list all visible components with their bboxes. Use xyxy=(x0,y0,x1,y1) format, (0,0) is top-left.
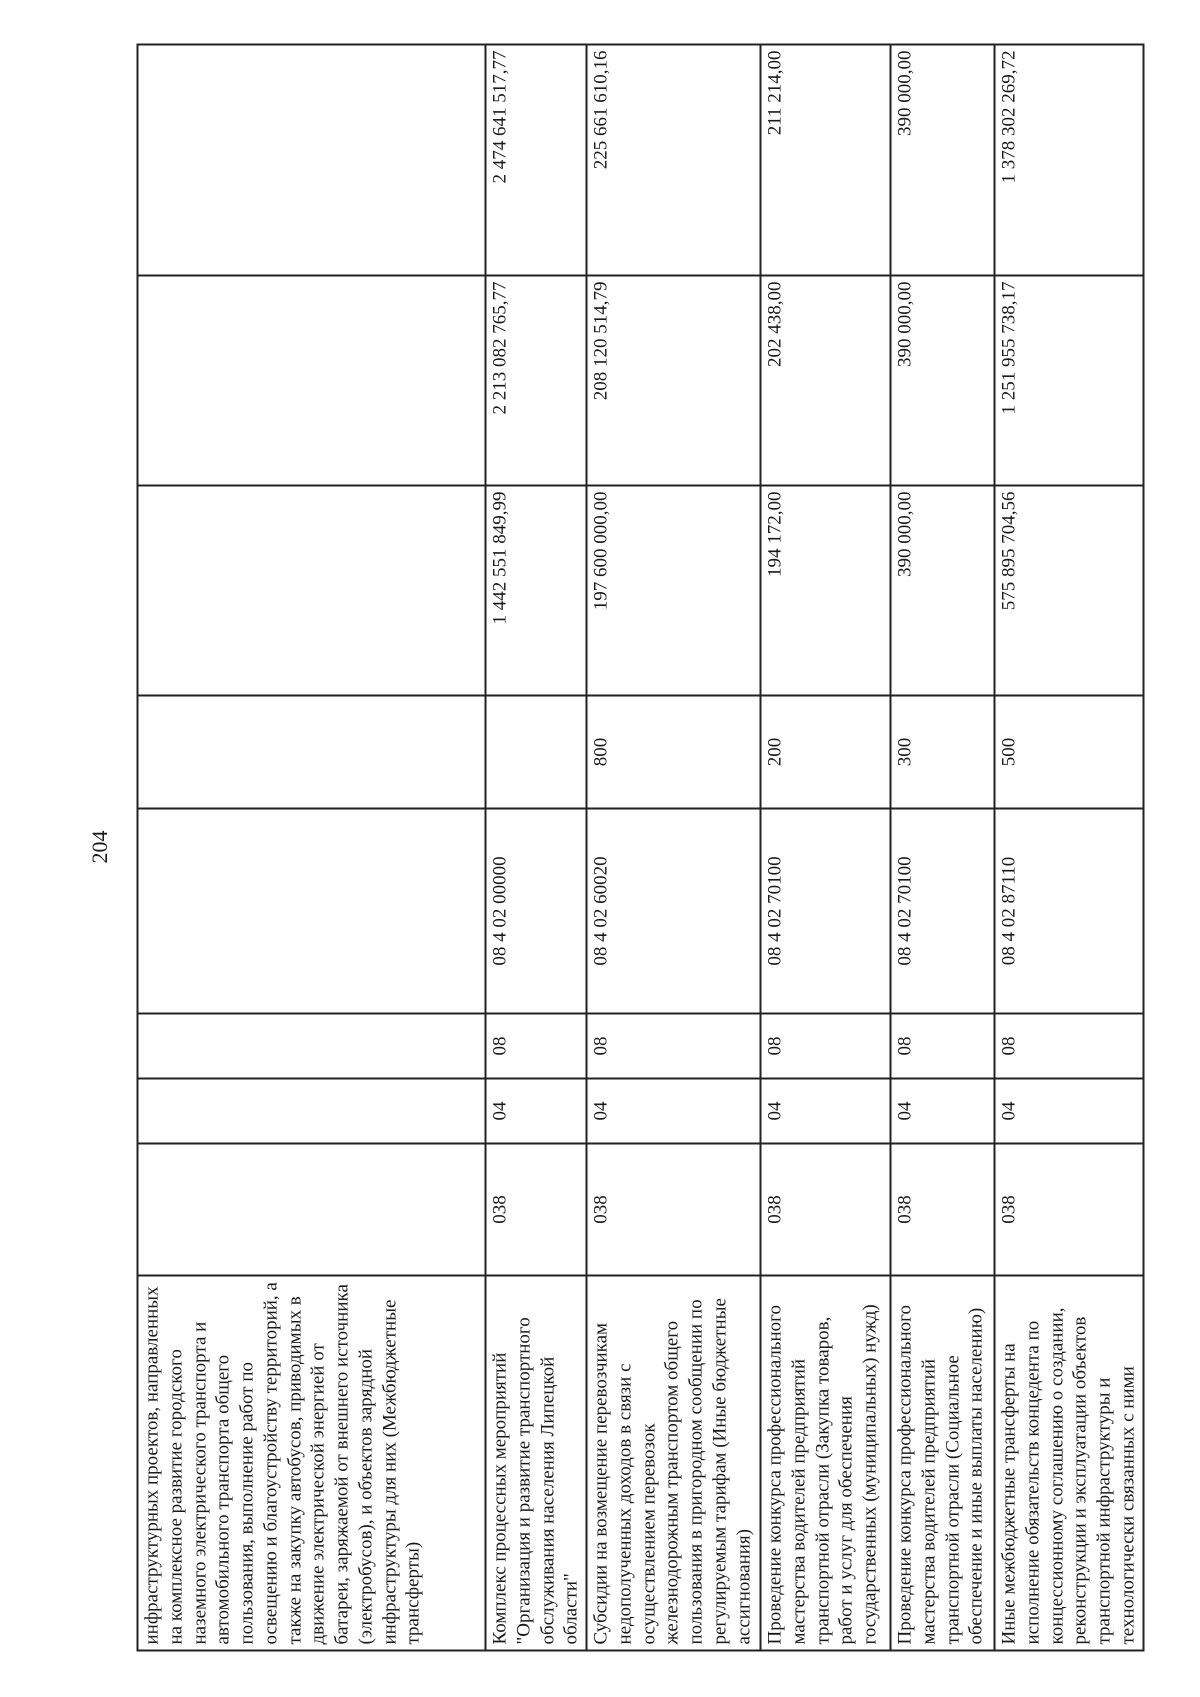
ministry-code xyxy=(138,1144,486,1276)
sum-2024: 575 895 704,56 xyxy=(995,486,1144,696)
expense-type-code: 200 xyxy=(761,696,891,809)
ministry-code: 038 xyxy=(891,1144,995,1276)
section-code xyxy=(138,1079,486,1144)
table-row xyxy=(138,45,486,1651)
ministry-code: 038 xyxy=(486,1144,587,1276)
sum-2025 xyxy=(138,276,486,486)
row-name: Субсидии на возмещение перевозчикам недополученных доходов в связи с осуществлением перевозок железнодорожным транспортом общего пользования в пригородном сообщении по регулируемым тарифам (Иные бюджетные ассигнования) xyxy=(587,1276,761,1651)
subsection-code xyxy=(138,1014,486,1079)
sum-2025: 208 120 514,79 xyxy=(587,276,761,486)
subsection-code: 08 xyxy=(486,1014,587,1079)
sum-2025: 202 438,00 xyxy=(761,276,891,486)
target-code: 08 4 02 70100 xyxy=(891,809,995,1014)
expense-type-code: 800 xyxy=(587,696,761,809)
table-row xyxy=(587,45,761,1651)
row-name: Иные межбюджетные трансферты на исполнение обязательств концедента по концессионному соглашению о создании, реконструкции и эксплуатации объектов транспортной инфраструктуры и технологически связанных с ними xyxy=(995,1276,1144,1651)
sum-2024: 390 000,00 xyxy=(891,486,995,696)
target-code: 08 4 02 87110 xyxy=(995,809,1144,1014)
section-code: 04 xyxy=(761,1079,891,1144)
sum-2025: 2 213 082 765,77 xyxy=(486,276,587,486)
sum-2026: 225 661 610,16 xyxy=(587,45,761,276)
sum-2026: 390 000,00 xyxy=(891,45,995,276)
section-code: 04 xyxy=(587,1079,761,1144)
table-row xyxy=(486,45,587,1651)
subsection-code: 08 xyxy=(891,1014,995,1079)
expense-type-code: 300 xyxy=(891,696,995,809)
row-name: инфраструктурных проектов, направленных на комплексное развитие городского наземного электрического транспорта и автомобильного транспорта общего пользования, выполнение работ по освещению и благоустройству территорий, а также на закупку автобусов, приводимых в движение электрической энергией от батареи, заряжаемой от внешнего источника (электробусов), и объектов зарядной инфраструктуры для них (Межбюджетные трансферты) xyxy=(138,1276,486,1651)
target-code xyxy=(138,809,486,1014)
section-code: 04 xyxy=(891,1079,995,1144)
section-code: 04 xyxy=(486,1079,587,1144)
row-name: Комплекс процессных мероприятий "Организация и развитие транспортного обслуживания населения Липецкой области" xyxy=(486,1276,587,1651)
section-code: 04 xyxy=(995,1079,1144,1144)
row-name: Проведение конкурса профессионального мастерства водителей предприятий транспортной отрасли (Социальное обеспечение и иные выплаты населению) xyxy=(891,1276,995,1651)
sum-2026: 1 378 302 269,72 xyxy=(995,45,1144,276)
sum-2024: 1 442 551 849,99 xyxy=(486,486,587,696)
sum-2026: 211 214,00 xyxy=(761,45,891,276)
subsection-code: 08 xyxy=(587,1014,761,1079)
table-row xyxy=(761,45,891,1651)
target-code: 08 4 02 70100 xyxy=(761,809,891,1014)
target-code: 08 4 02 00000 xyxy=(486,809,587,1014)
ministry-code: 038 xyxy=(995,1144,1144,1276)
subsection-code: 08 xyxy=(761,1014,891,1079)
expense-type-code xyxy=(138,696,486,809)
row-name: Проведение конкурса профессионального мастерства водителей предприятий транспортной отрасли (Закупка товаров, работ и услуг для обеспечения государственных (муниципальных) нужд) xyxy=(761,1276,891,1651)
budget-table-rotated xyxy=(137,46,1139,1652)
sum-2025: 390 000,00 xyxy=(891,276,995,486)
sum-2026 xyxy=(138,45,486,276)
ministry-code: 038 xyxy=(761,1144,891,1276)
sum-2024: 197 600 000,00 xyxy=(587,486,761,696)
budget-table xyxy=(137,44,1145,1652)
page-number: 204 xyxy=(87,830,112,863)
sum-2024 xyxy=(138,486,486,696)
sum-2024: 194 172,00 xyxy=(761,486,891,696)
subsection-code: 08 xyxy=(995,1014,1144,1079)
expense-type-code xyxy=(486,696,587,809)
table-row xyxy=(995,45,1144,1651)
sum-2026: 2 474 641 517,77 xyxy=(486,45,587,276)
ministry-code: 038 xyxy=(587,1144,761,1276)
expense-type-code: 500 xyxy=(995,696,1144,809)
table-row xyxy=(891,45,995,1651)
target-code: 08 4 02 60020 xyxy=(587,809,761,1014)
sum-2025: 1 251 955 738,17 xyxy=(995,276,1144,486)
